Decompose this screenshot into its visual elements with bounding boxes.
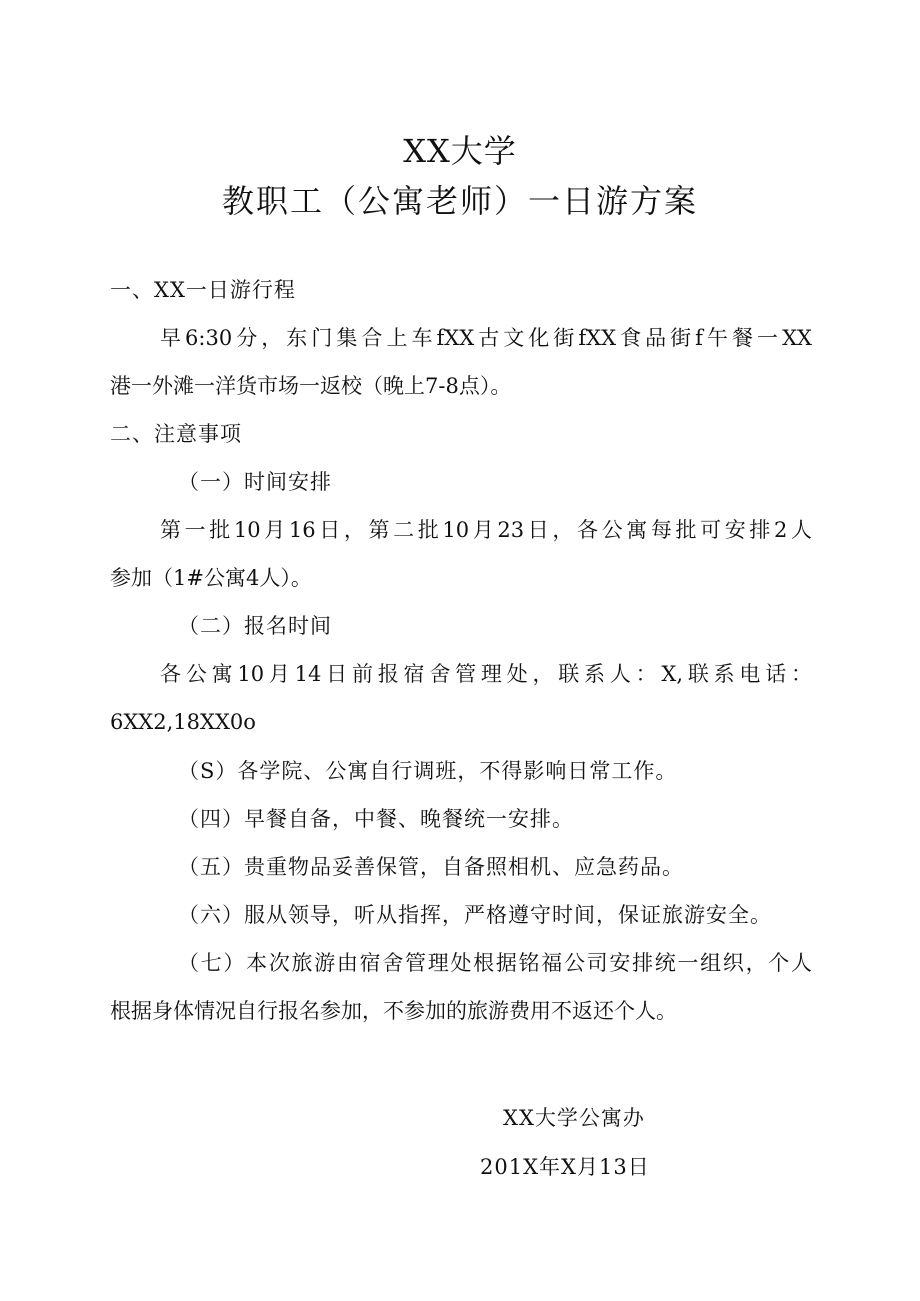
section1-heading: 一、XX一日游行程 xyxy=(110,278,296,302)
item7-line-2: 根据身体情况自行报名参加，不参加的旅游费用不返还个人。 xyxy=(110,999,677,1023)
item1-heading: （一）时间安排 xyxy=(178,470,332,494)
item2-line-2: 6XX2,18XX0o xyxy=(110,710,256,734)
item5: （五）贵重物品妥善保管，自备照相机、应急药品。 xyxy=(178,855,684,879)
item7-line-1: （七）本次旅游由宿舍管理处根据铭福公司安排统一组织，个人 xyxy=(178,951,812,975)
document-title-plan: 教职工（公寓老师）一日游方案 xyxy=(221,182,698,220)
item6: （六）服从领导，听从指挥，严格遵守时间，保证旅游安全。 xyxy=(178,903,772,927)
item2-line-1: 各公寓10月14日前报宿舍管理处，联系人：X,联系电话： xyxy=(160,662,812,686)
item1-line-2: 参加（1#公寓4人）。 xyxy=(110,566,312,590)
signature-office: XX大学公寓办 xyxy=(503,1106,645,1130)
section2-heading: 二、注意事项 xyxy=(110,422,242,446)
itinerary-line-2: 港一外滩一洋货市场一返校（晚上7-8点）。 xyxy=(110,374,512,398)
document-title-university: XX大学 xyxy=(403,132,517,170)
signature-date: 201X年X月13日 xyxy=(480,1155,650,1179)
itinerary-line-1: 早6:30分，东门集合上车fXX古文化街fXX食品街f午餐一XX xyxy=(160,326,812,350)
item4: （四）早餐自备，中餐、晚餐统一安排。 xyxy=(178,807,574,831)
item3: （S）各学院、公寓自行调班，不得影响日常工作。 xyxy=(178,759,678,783)
item1-line-1: 第一批10月16日，第二批10月23日，各公寓每批可安排2人 xyxy=(160,518,812,542)
item2-heading: （二）报名时间 xyxy=(178,614,332,638)
